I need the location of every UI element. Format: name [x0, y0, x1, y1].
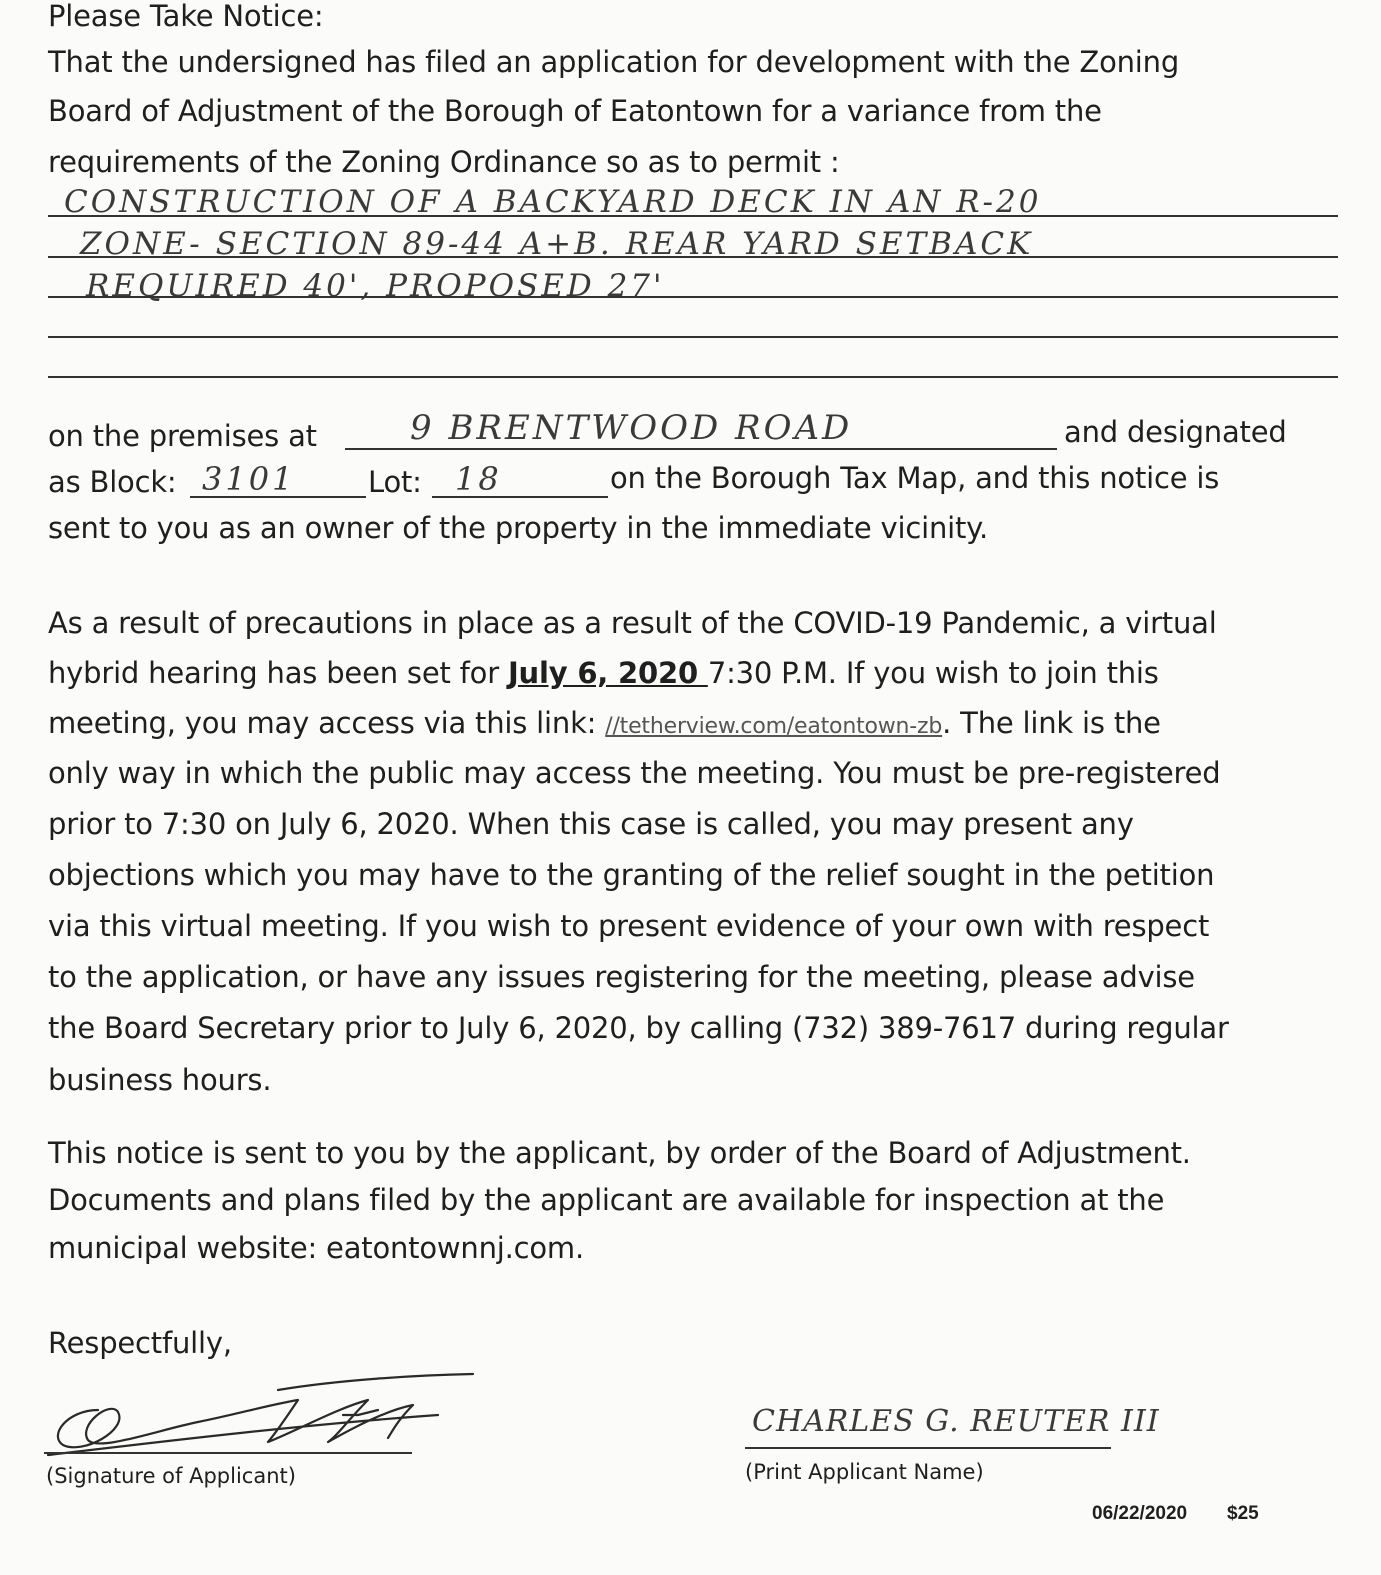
hearing-date: July 6, 2020 [507, 656, 708, 690]
purpose-rule-1 [48, 215, 1338, 217]
hearing-line-4: only way in which the public may access the meeting. You must be pre-registered [48, 756, 1221, 790]
hearing-line-7: via this virtual meeting. If you wish to present evidence of your own with respect [48, 909, 1210, 943]
intro-line-2: Board of Adjustment of the Borough of Eatontown for a variance from the [48, 94, 1102, 128]
hearing-line-3-tail: . The link is the [942, 706, 1161, 740]
hearing-line-3 [48, 705, 1161, 745]
hearing-line-9: the Board Secretary prior to July 6, 2020, by calling (732) 389-7617 during regular [48, 1011, 1229, 1045]
hearing-line-10: business hours. [48, 1063, 272, 1097]
lot-label: Lot: [368, 465, 422, 499]
hearing-line-5: prior to 7:30 on July 6, 2020. When this case is called, you may present any [48, 807, 1134, 841]
print-name-label: (Print Applicant Name) [745, 1460, 984, 1484]
print-name-line [745, 1447, 1111, 1449]
respectfully: Respectfully, [48, 1326, 232, 1360]
hearing-line-2-lead: hybrid hearing has been set for [48, 656, 508, 690]
block-value: 3101 [202, 460, 296, 498]
stamp-date: 06/22/2020 [1092, 1503, 1188, 1524]
purpose-rule-2 [48, 256, 1338, 258]
tax-map-text: on the Borough Tax Map, and this notice is [610, 461, 1220, 495]
closing-line-1: This notice is sent to you by the applicant, by order of the Board of Adjustment. [48, 1136, 1191, 1170]
closing-line-2: Documents and plans filed by the applicant are available for inspection at the [48, 1183, 1165, 1217]
premises-label: on the premises at [48, 419, 317, 453]
hearing-line-2 [48, 655, 1159, 691]
purpose-handwritten-2: ZONE- SECTION 89-44 A+B. REAR YARD SETBACK [80, 226, 1034, 262]
designated-label: and designated [1064, 415, 1287, 449]
block-label: as Block: [48, 465, 177, 499]
signature-label: (Signature of Applicant) [46, 1464, 296, 1488]
purpose-handwritten-3: REQUIRED 40', PROPOSED 27' [86, 268, 665, 304]
hearing-line-6: objections which you may have to the granting of the relief sought in the petition [48, 858, 1215, 892]
hearing-line-1: As a result of precautions in place as a result of the COVID-19 Pandemic, a virtual [48, 606, 1217, 640]
hearing-line-2-time: 7:30 P.M. If you wish to join this [707, 656, 1159, 690]
notice-heading: Please Take Notice: [48, 0, 324, 33]
hearing-line-3-lead: meeting, you may access via this link: [48, 706, 606, 740]
vicinity-text: sent to you as an owner of the property in the immediate vicinity. [48, 511, 988, 545]
closing-line-3: municipal website: eatontownnj.com. [48, 1231, 584, 1265]
hearing-line-8: to the application, or have any issues registering for the meeting, please advise [48, 960, 1195, 994]
meeting-link[interactable]: //tetherview.com/eatontown-zb [605, 714, 943, 739]
applicant-signature [38, 1370, 488, 1470]
lot-value: 18 [455, 460, 502, 498]
purpose-rule-4 [48, 336, 1338, 338]
purpose-rule-3 [48, 296, 1338, 298]
intro-line-3: requirements of the Zoning Ordinance so as to permit : [48, 145, 840, 179]
stamp-fee: $25 [1227, 1503, 1259, 1524]
purpose-handwritten-1: CONSTRUCTION OF A BACKYARD DECK IN AN R-20 [64, 184, 1042, 220]
signature-line [44, 1452, 412, 1454]
premises-value: 9 BRENTWOOD ROAD [410, 408, 853, 448]
intro-line-1: That the undersigned has filed an application for development with the Zoning [48, 45, 1180, 79]
print-name-value: CHARLES G. REUTER III [752, 1404, 1160, 1439]
purpose-rule-5 [48, 376, 1338, 378]
